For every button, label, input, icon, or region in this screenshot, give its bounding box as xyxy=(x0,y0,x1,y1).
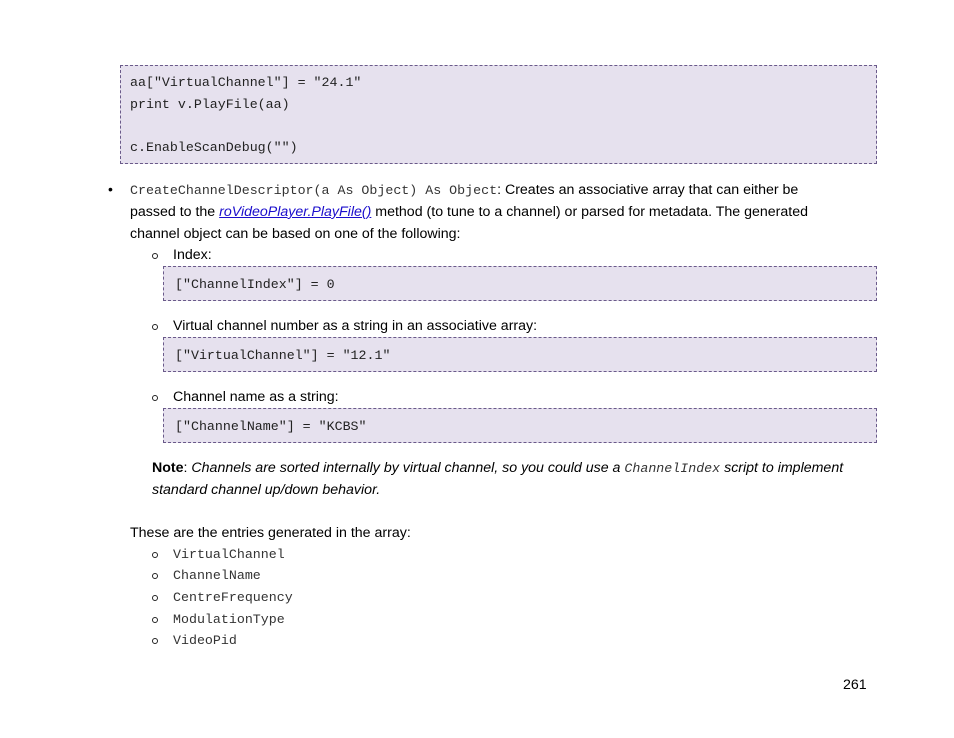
note-label: Note xyxy=(152,460,184,476)
code-block-option xyxy=(163,337,877,372)
entry-item: CentreFrequency xyxy=(173,590,293,605)
sub-bullet-circle xyxy=(152,552,158,558)
playfile-link[interactable]: roVideoPlayer.PlayFile() xyxy=(219,204,372,220)
sub-bullet-circle xyxy=(152,638,158,644)
code-block-option xyxy=(163,408,877,443)
sub-bullet-circle xyxy=(152,617,158,623)
option-label: Virtual channel number as a string in an associative array: xyxy=(173,318,538,334)
method-description-line1: CreateChannelDescriptor(a As Object) As Object: Creates an associative array that can either be xyxy=(130,182,799,198)
code-line: c.EnableScanDebug("") xyxy=(130,140,298,155)
note-line1: Note: Channels are sorted internally by virtual channel, so you could use a ChannelIndex script to implement xyxy=(152,460,844,476)
entries-intro: These are the entries generated in the array: xyxy=(130,525,411,541)
code-line: ["ChannelIndex"] = 0 xyxy=(175,277,335,292)
entry-item: ChannelName xyxy=(173,568,261,583)
code-block-example xyxy=(120,65,877,164)
method-signature: CreateChannelDescriptor(a As Object) As Object xyxy=(130,183,498,198)
code-line: ["VirtualChannel"] = "12.1" xyxy=(175,348,391,363)
bullet-dot: • xyxy=(108,181,113,197)
code-line: print v.PlayFile(aa) xyxy=(130,97,290,112)
sub-bullet-circle xyxy=(152,573,158,579)
entry-item: VirtualChannel xyxy=(173,547,285,562)
code-line: aa["VirtualChannel"] = "24.1" xyxy=(130,75,362,90)
sub-bullet-circle xyxy=(152,395,158,401)
note-line2: standard channel up/down behavior. xyxy=(152,482,381,498)
sub-bullet-circle xyxy=(152,595,158,601)
method-description-line2: passed to the roVideoPlayer.PlayFile() method (to tune to a channel) or parsed for metadata. The generated xyxy=(130,204,809,220)
page-number: 261 xyxy=(843,677,867,693)
note-code: ChannelIndex xyxy=(624,461,721,476)
code-line: ["ChannelName"] = "KCBS" xyxy=(175,419,367,434)
sub-bullet-circle xyxy=(152,324,158,330)
sub-bullet-circle xyxy=(152,253,158,259)
entry-item: ModulationType xyxy=(173,612,285,627)
code-block-option xyxy=(163,266,877,301)
option-label: Index: xyxy=(173,247,212,263)
method-description-line3: channel object can be based on one of the following: xyxy=(130,226,461,242)
option-label: Channel name as a string: xyxy=(173,389,339,405)
entry-item: VideoPid xyxy=(173,633,237,648)
